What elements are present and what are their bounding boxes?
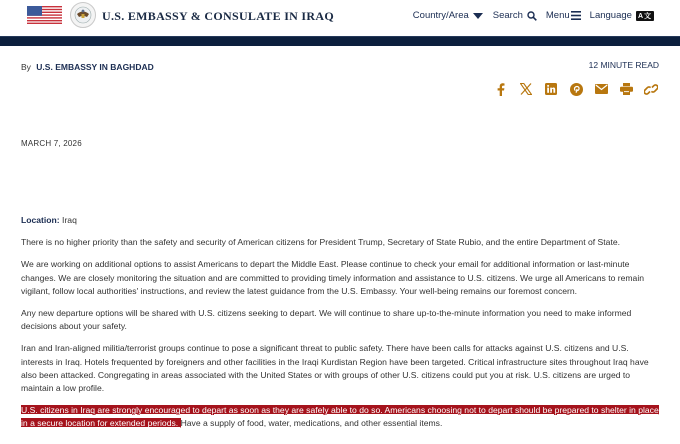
read-time: 12 MINUTE READ (588, 60, 659, 70)
author: U.S. EMBASSY IN BAGHDAD (36, 62, 154, 72)
top-nav (404, 10, 654, 21)
search-button[interactable] (493, 10, 537, 21)
paragraph-priority: There is no higher priority than the safety and security of American citizens for President Trump, Secretary of State Rubio, and the entire Department of State. (21, 237, 620, 248)
menu-label: Menu (545, 10, 570, 21)
language-label: Language (589, 10, 632, 21)
search-icon (527, 11, 537, 21)
state-department-seal-icon[interactable] (70, 2, 96, 28)
print-icon[interactable] (618, 81, 634, 97)
location-label: Location: (21, 215, 60, 225)
translate-icon: A文 (637, 12, 652, 20)
country-area-dropdown[interactable] (413, 10, 483, 21)
article-body (21, 214, 663, 440)
linkedin-icon[interactable] (543, 81, 559, 97)
paragraph-new-options: Any new departure options will be shared with U.S. citizens seeking to depart. We will continue to share up-to-the-minute information you need to make informed decisions about your safety. (21, 308, 632, 332)
highlighted-selection[interactable]: U.S. citizens in Iraq are strongly encouraged to depart as soon as they are safely able to do so. Americans choosing not to depart should be prepared to shelter in place in a secure location for extended periods. (21, 405, 659, 429)
caret-down-icon (473, 13, 483, 19)
email-icon[interactable] (593, 81, 609, 97)
hamburger-icon (571, 11, 581, 20)
paragraph-threat: Iran and Iran-aligned militia/terrorist groups continue to pose a significant threat to public safety. There have been calls for attacks against U.S. citizens and U.S. interests in Iraq. Hotels frequented by foreigners and other facilities in the Iraqi Kurdistan Region have been targeted. Critical infrastructure sites throughout Iraq have also been attacked. Congregating in areas associated with the United States or with groups of other U.S. citizens could put you at risk. U.S. citizens are urged to maintain a low profile. (21, 343, 649, 394)
supply-advice: Have a supply of food, water, medications, and other essential items. (180, 418, 443, 429)
pinterest-icon[interactable] (568, 81, 584, 97)
us-flag-icon (27, 6, 62, 24)
site-title[interactable]: U.S. EMBASSY & CONSULATE IN IRAQ (102, 9, 334, 23)
search-label: Search (492, 10, 523, 21)
navy-nav-bar (0, 36, 680, 46)
country-area-label: Country/Area (412, 10, 469, 21)
location-value: Iraq (59, 215, 77, 225)
byline (21, 62, 154, 72)
publish-date: MARCH 7, 2026 (21, 139, 82, 148)
location-line (21, 214, 663, 227)
link-icon[interactable] (643, 81, 659, 97)
paragraph-depart-advisory (21, 404, 663, 430)
language-button[interactable] (590, 10, 654, 21)
site-header (0, 0, 680, 36)
x-icon[interactable] (518, 81, 534, 97)
paragraph-departure-options: We are working on additional options to assist Americans to depart the Middle East. Please continue to check your email for additional information or last-minute changes. We are closely monitoring the situation and are committed to providing timely information and assistance to U.S. citizens. We urge all Americans to remain vigilant, follow local authorities' instructions, and review the latest guidance from the U.S. Embassy. Your well-being remains our foremost concern. (21, 259, 645, 296)
facebook-icon[interactable] (493, 81, 509, 97)
menu-button[interactable] (546, 10, 581, 21)
share-bar (493, 81, 659, 97)
byline-prefix: By (21, 62, 31, 72)
